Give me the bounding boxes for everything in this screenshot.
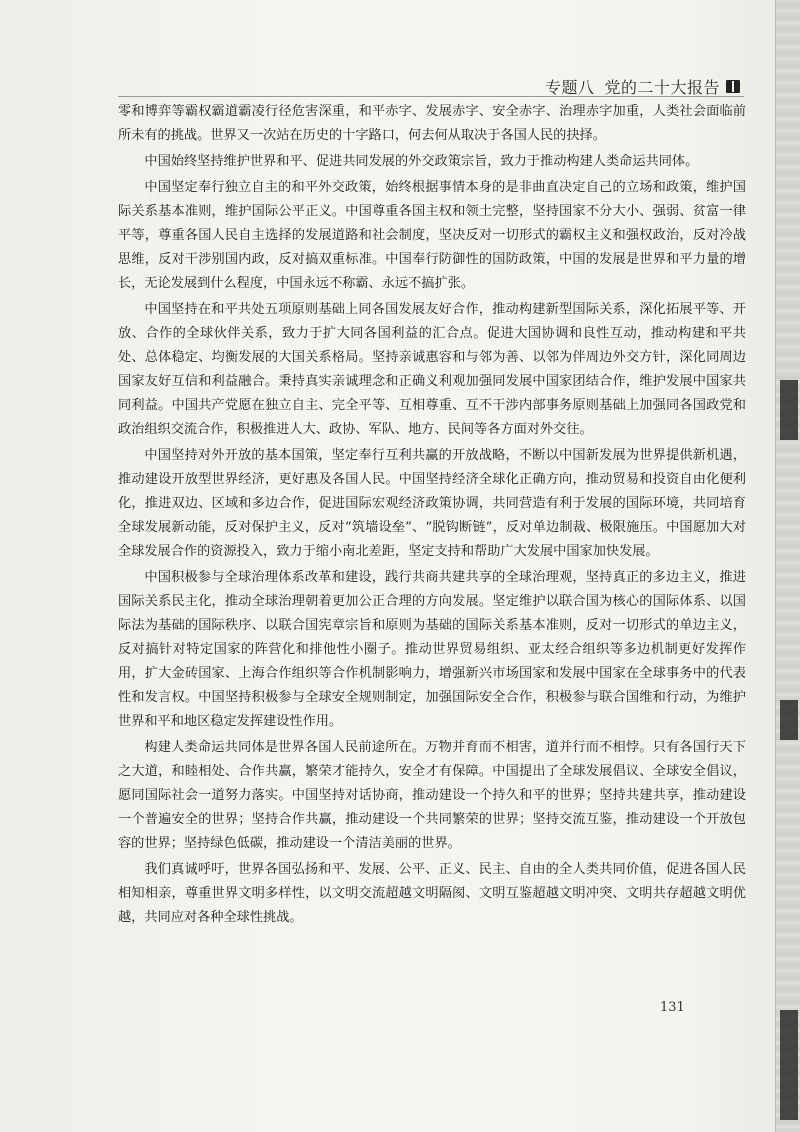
book-icon xyxy=(726,80,740,93)
paragraph-7: 构建人类命运共同体是世界各国人民前途所在。万物并育而不相害，道并行而不相悖。只有各国行天下之大道，和睦相处、合作共赢，繁荣才能持久，安全才有保障。中国提出了全球发展倡议、全球安全倡议，愿同国际社会一道努力落实。中国坚持对话协商，推动建设一个持久和平的世界；坚持共建共享，推动建设一个普遍安全的世界；坚持合作共赢，推动建设一个共同繁荣的世界；坚持交流互鉴，推动建设一个开放包容的世界；坚持绿色低碳，推动建设一个清洁美丽的世界。 xyxy=(118,740,746,851)
running-header xyxy=(500,74,740,98)
paragraph-4: 中国坚持在和平共处五项原则基础上同各国发展友好合作，推动构建新型国际关系，深化拓展平等、开放、合作的全球伙伴关系，致力于扩大同各国利益的汇合点。促进大国协调和良性互动，推动构建和平共处、总体稳定、均衡发展的大国关系格局。坚持亲诚惠容和与邻为善、以邻为伴周边外交方针，深化同周边国家友好互信和利益融合。秉持真实亲诚理念和正确义利观加强同发展中国家团结合作，维护发展中国家共同利益。中国共产党愿在独立自主、完全平等、互相尊重、互不干涉内部事务原则基础上加强同各国政党和政治组织交流合作，积极推进人大、政协、军队、地方、民间等各方面对外交往。 xyxy=(118,302,746,437)
paragraph-2: 中国始终坚持维护世界和平、促进共同发展的外交政策宗旨，致力于推动构建人类命运共同体。 xyxy=(144,154,699,169)
header-topic: 专题八 xyxy=(544,77,595,97)
body-text xyxy=(118,100,746,932)
paragraph-3: 中国坚定奉行独立自主的和平外交政策，始终根据事情本身的是非曲直决定自己的立场和政策，维护国际关系基本准则，维护国际公平正义。中国尊重各国主权和领土完整，坚持国家不分大小、强弱、贫富一律平等，尊重各国人民自主选择的发展道路和社会制度，坚决反对一切形式的霸权主义和强权政治，反对冷战思维，反对干涉别国内政，反对搞双重标准。中国奉行防御性的国防政策，中国的发展是世界和平力量的增长，无论发展到什么程度，中国永远不称霸、永远不搞扩张。 xyxy=(118,180,746,291)
paragraph-6: 中国积极参与全球治理体系改革和建设，践行共商共建共享的全球治理观，坚持真正的多边主义，推进国际关系民主化，推动全球治理朝着更加公正合理的方向发展。坚定维护以联合国为核心的国际体系、以国际法为基础的国际秩序、以联合国宪章宗旨和原则为基础的国际关系基本准则，反对一切形式的单边主义，反对搞针对特定国家的阵营化和排他性小圈子。推动世界贸易组织、亚太经合组织等多边机制更好发挥作用，扩大金砖国家、上海合作组织等合作机制影响力，增强新兴市场国家和发展中国家在全球事务中的代表性和发言权。中国坚持积极参与全球安全规则制定，加强国际安全合作，积极参与联合国维和行动，为维护世界和平和地区稳定发挥建设性作用。 xyxy=(118,570,746,729)
paragraph-5: 中国坚持对外开放的基本国策，坚定奉行互利共赢的开放战略，不断以中国新发展为世界提供新机遇，推动建设开放型世界经济，更好惠及各国人民。中国坚持经济全球化正确方向，推动贸易和投资自由化便利化，推进双边、区域和多边合作，促进国际宏观经济政策协调，共同营造有利于发展的国际环境，共同培育全球发展新动能，反对保护主义，反对“筑墙设垒”、“脱钩断链”，反对单边制裁、极限施压。中国愿加大对全球发展合作的资源投入，致力于缩小南北差距，坚定支持和帮助广大发展中国家加快发展。 xyxy=(118,448,746,559)
header-divider xyxy=(118,96,744,97)
header-title: 党的二十大报告 xyxy=(604,77,720,97)
binding-edge xyxy=(775,0,800,1132)
page-number: 131 xyxy=(660,1000,685,1015)
edge-mark-3 xyxy=(780,1010,798,1120)
edge-mark-2 xyxy=(780,700,798,740)
edge-mark-1 xyxy=(780,380,798,440)
paragraph-8: 我们真诚呼吁，世界各国弘扬和平、发展、公平、正义、民主、自由的全人类共同价值，促进各国人民相知相亲，尊重世界文明多样性，以文明交流超越文明隔阂、文明互鉴超越文明冲突、文明共存超越文明优越，共同应对各种全球性挑战。 xyxy=(118,862,746,925)
paragraph-1: 零和博弈等霸权霸道霸凌行径危害深重，和平赤字、发展赤字、安全赤字、治理赤字加重，人类社会面临前所未有的挑战。世界又一次站在历史的十字路口，何去何从取决于各国人民的抉择。 xyxy=(118,104,746,143)
